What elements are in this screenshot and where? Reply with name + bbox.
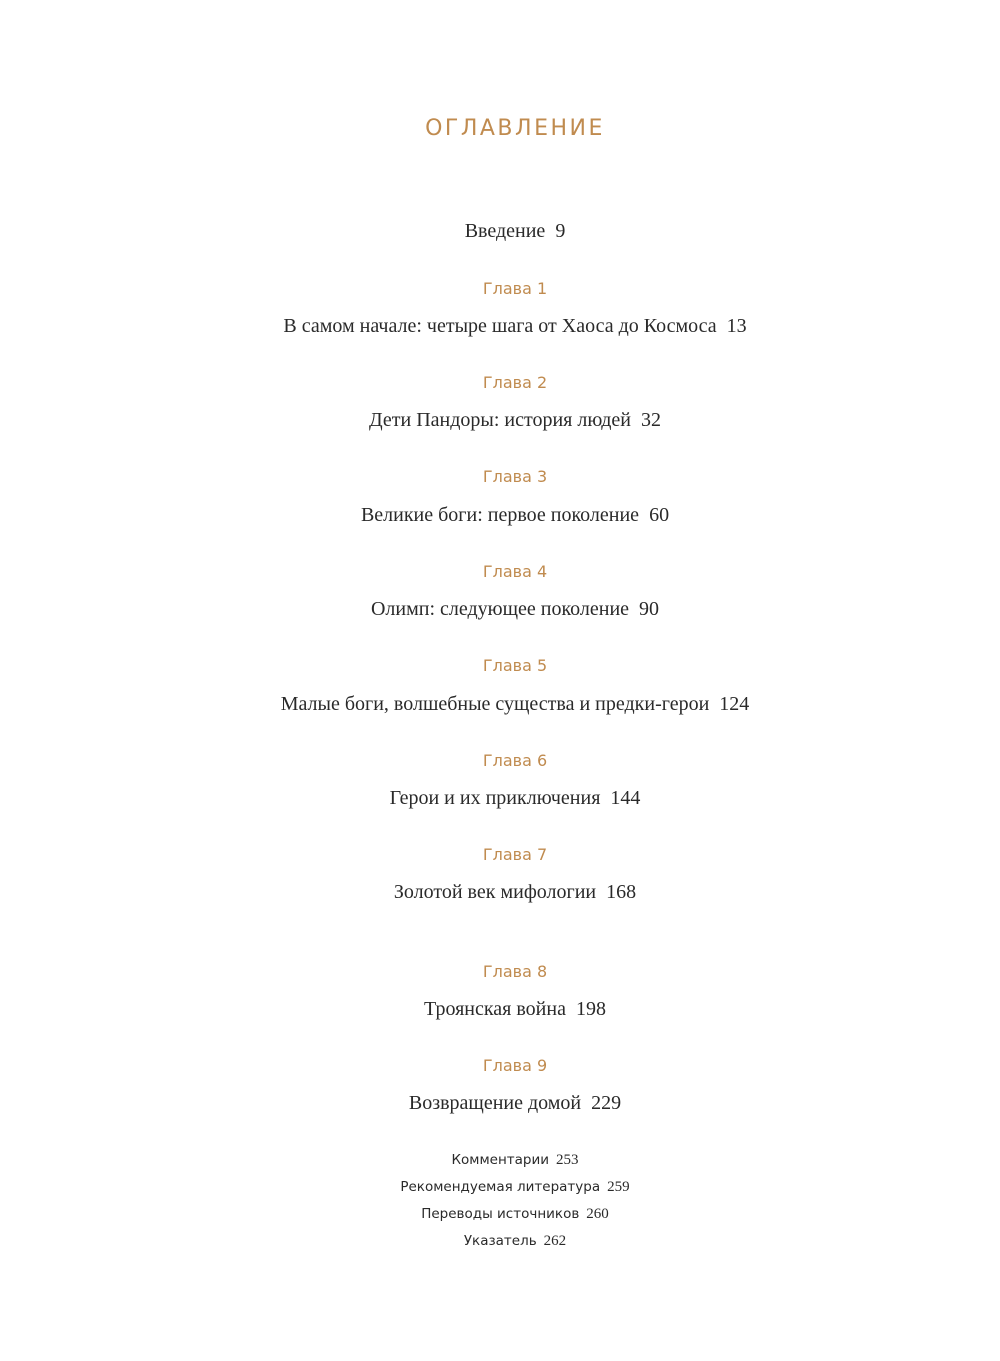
toc-entry-chapter-3[interactable] [0, 502, 1000, 528]
entry-page-number: 144 [610, 787, 641, 809]
entry-page-number: 90 [639, 598, 660, 620]
toc-entry-source-translations[interactable] [0, 1204, 1000, 1224]
toc-entry-chapter-2[interactable] [0, 407, 1000, 433]
toc-entry-comments[interactable] [0, 1150, 1000, 1170]
toc-entry-chapter-9[interactable] [0, 1090, 1000, 1116]
entry-title: Золотой век мифологии [393, 881, 597, 903]
entry-page-number: 198 [575, 998, 606, 1020]
entry-title: Олимп: следующее поколение [370, 598, 630, 620]
toc-entry-chapter-5[interactable] [0, 691, 1000, 717]
chapter-label-8: Глава 8 [482, 962, 548, 981]
chapter-label-9: Глава 9 [482, 1056, 548, 1075]
chapter-label-5: Глава 5 [482, 656, 548, 675]
entry-page-number: 124 [719, 693, 750, 715]
entry-page-number: 32 [641, 409, 662, 431]
entry-page-number: 9 [555, 220, 566, 242]
toc-entry-chapter-4[interactable] [0, 596, 1000, 622]
entry-title: В самом начале: четыре шага от Хаоса до Космоса [283, 315, 717, 337]
entry-title: Переводы источников [421, 1206, 580, 1222]
entry-page-number: 253 [556, 1152, 579, 1168]
entry-title: Рекомендуемая литература [400, 1179, 601, 1195]
toc-entry-chapter-7[interactable] [0, 879, 1000, 905]
chapter-label-2: Глава 2 [482, 373, 548, 392]
chapter-label-7: Глава 7 [482, 845, 548, 864]
entry-title: Великие боги: первое поколение [360, 504, 640, 526]
chapter-label-4: Глава 4 [482, 562, 548, 581]
toc-entry-introduction[interactable] [0, 218, 1000, 244]
toc-entry-index[interactable] [0, 1231, 1000, 1251]
chapter-label-6: Глава 6 [482, 751, 548, 770]
entry-title: Комментарии [451, 1152, 550, 1168]
entry-page-number: 168 [606, 881, 637, 903]
entry-page-number: 259 [607, 1179, 630, 1195]
entry-title: Малые боги, волшебные существа и предки-герои [280, 693, 710, 715]
entry-page-number: 60 [649, 504, 670, 526]
page-title: ОГЛАВЛЕНИЕ [425, 116, 605, 141]
entry-title: Введение [464, 220, 546, 242]
toc-entry-chapter-6[interactable] [0, 785, 1000, 811]
entry-title: Троянская война [424, 998, 566, 1020]
toc-entry-chapter-8[interactable] [0, 996, 1000, 1022]
entry-title: Указатель [463, 1233, 537, 1249]
chapter-label-3: Глава 3 [482, 467, 548, 486]
entry-title: Дети Пандоры: история людей [368, 409, 632, 431]
chapter-label-1: Глава 1 [482, 279, 548, 298]
entry-page-number: 260 [586, 1206, 609, 1222]
entry-title: Возвращение домой [408, 1092, 582, 1114]
entry-title: Герои и их приключения [389, 787, 601, 809]
entry-page-number: 229 [591, 1092, 622, 1114]
toc-entry-recommended-reading[interactable] [0, 1177, 1000, 1197]
entry-page-number: 262 [543, 1233, 567, 1249]
entry-page-number: 13 [726, 315, 747, 337]
toc-entry-chapter-1[interactable] [0, 313, 1000, 339]
